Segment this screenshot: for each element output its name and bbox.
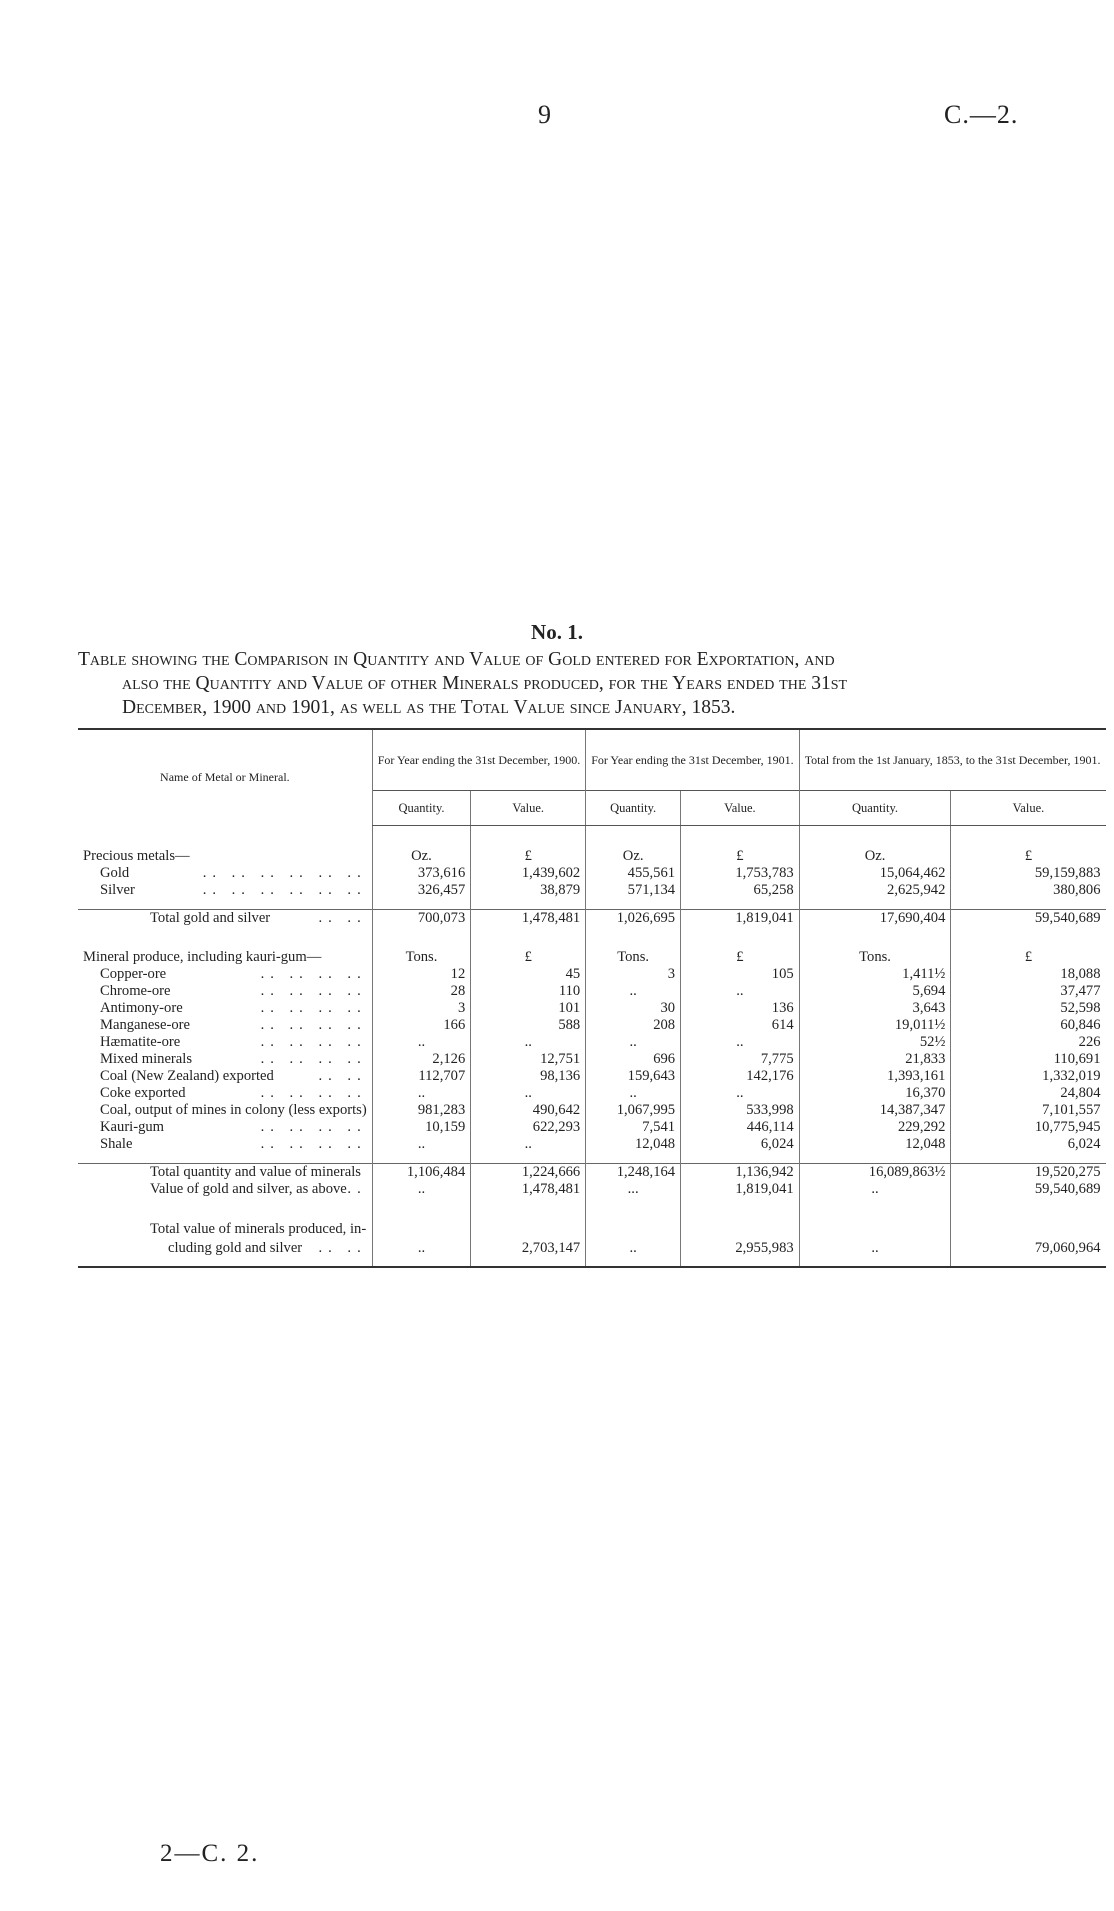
table-row: Mixed minerals .. .. .. .. 2,126 12,751 696 7,775 21,833 110,691	[78, 1051, 1106, 1068]
table-cell: 101	[471, 1000, 586, 1017]
table-cell: ..	[799, 1181, 951, 1198]
minerals-table	[78, 728, 1106, 1268]
table-row: Hæmatite-ore .. .. .. .. .. .. .. .. 52½ 226	[78, 1034, 1106, 1051]
table-cell: 21,833	[799, 1051, 951, 1068]
table-cell: 7,541	[586, 1119, 681, 1136]
table-cell: 15,064,462	[799, 865, 951, 882]
table-row: Coal (New Zealand) exported .. .. 112,707 98,136 159,643 142,176 1,393,161 1,332,019	[78, 1068, 1106, 1085]
table-cell: 622,293	[471, 1119, 586, 1136]
caption-line-3: December, 1900 and 1901, as well as the Total Value since January, 1853.	[122, 697, 736, 718]
table-cell: 1,332,019	[951, 1068, 1106, 1085]
table-cell: ..	[586, 1085, 681, 1102]
table-cell: 1,411½	[799, 966, 951, 983]
table-cell: 38,879	[471, 882, 586, 899]
table-cell: 1,439,602	[471, 865, 586, 882]
table-cell: 7,101,557	[951, 1102, 1106, 1119]
table-cell: 2,625,942	[799, 882, 951, 899]
unit-label: Tons.	[586, 949, 681, 966]
table-cell: ..	[471, 1136, 586, 1153]
table-cell: 45	[471, 966, 586, 983]
row-label: Silver	[100, 882, 135, 898]
table-cell: 19,011½	[799, 1017, 951, 1034]
page-reference: C.—2.	[944, 100, 1019, 129]
table-cell: 136	[681, 1000, 800, 1017]
table-cell: ..	[471, 1085, 586, 1102]
row-label: Hæmatite-ore	[100, 1034, 181, 1050]
table-cell: 1,067,995	[586, 1102, 681, 1119]
table-cell: 110	[471, 983, 586, 1000]
table-cell: 16,089,863½	[799, 1164, 951, 1182]
table-cell: ..	[372, 1220, 471, 1258]
group-header-1900: For Year ending the 31st December, 1900.	[372, 729, 585, 791]
table-cell: 110,691	[951, 1051, 1106, 1068]
table-cell: 112,707	[372, 1068, 471, 1085]
table-cell: 2,703,147	[471, 1220, 586, 1258]
row-label: Total gold and silver	[150, 910, 271, 926]
row-label: Copper-ore	[100, 966, 167, 982]
table-cell: 3,643	[799, 1000, 951, 1017]
table-cell: 166	[372, 1017, 471, 1034]
table-cell: ..	[372, 1085, 471, 1102]
table-row	[78, 949, 1106, 966]
table-cell: 588	[471, 1017, 586, 1034]
table-cell: 571,134	[586, 882, 681, 899]
table-cell: 1,478,481	[471, 1181, 586, 1198]
table-cell: 3	[372, 1000, 471, 1017]
group-header-1901: For Year ending the 31st December, 1901.	[586, 729, 799, 791]
table-cell: 226	[951, 1034, 1106, 1051]
table-cell: 52,598	[951, 1000, 1106, 1017]
table-cell: 6,024	[951, 1136, 1106, 1153]
row-label: Shale	[100, 1136, 133, 1152]
row-label: Kauri-gum	[100, 1119, 165, 1135]
table-cell: 7,775	[681, 1051, 800, 1068]
table-cell: ..	[586, 1034, 681, 1051]
table-cell: 614	[681, 1017, 800, 1034]
unit-label: £	[951, 848, 1106, 865]
table-cell: 1,819,041	[681, 1181, 800, 1198]
group-header-total: Total from the 1st January, 1853, to the 31st December, 1901.	[799, 729, 1105, 791]
table-cell: 380,806	[951, 882, 1106, 899]
row-label: Antimony-ore	[100, 1000, 183, 1016]
table-cell: 52½	[799, 1034, 951, 1051]
value-header: Value.	[471, 791, 586, 826]
table-row: Silver .. .. .. .. .. .. 326,457 38,879 571,134 65,258 2,625,942 380,806	[78, 882, 1106, 899]
table-cell: 3	[586, 966, 681, 983]
caption-line-2: also the Quantity and Value of other Minerals produced, for the Years ended the 31st	[122, 673, 848, 694]
table-cell: ..	[586, 1220, 681, 1258]
row-label: Total quantity and value of minerals	[78, 1164, 372, 1182]
table-cell: ..	[586, 983, 681, 1000]
unit-label: Tons.	[372, 949, 471, 966]
table-cell: 16,370	[799, 1085, 951, 1102]
table-cell: 105	[681, 966, 800, 983]
table-cell: ..	[372, 1034, 471, 1051]
table-cell: 37,477	[951, 983, 1106, 1000]
total-row: Total gold and silver .. .. 700,073 1,478,481 1,026,695 1,819,041 17,690,404 59,540,689	[78, 910, 1106, 928]
table-row: Antimony-ore .. .. .. .. 3 101 30 136 3,643 52,598	[78, 1000, 1106, 1017]
unit-label: Oz.	[586, 848, 681, 865]
table-cell: 1,753,783	[681, 865, 800, 882]
table-cell: 229,292	[799, 1119, 951, 1136]
table-cell: 1,136,942	[681, 1164, 800, 1182]
table-cell: ..	[799, 1220, 951, 1258]
unit-label: £	[951, 949, 1106, 966]
table-row: Manganese-ore .. .. .. .. 166 588 208 614 19,011½ 60,846	[78, 1017, 1106, 1034]
table-cell: 30	[586, 1000, 681, 1017]
table-cell: 159,643	[586, 1068, 681, 1085]
table-cell: 24,804	[951, 1085, 1106, 1102]
table-cell: 59,159,883	[951, 865, 1106, 882]
table-cell: 12	[372, 966, 471, 983]
table-row	[78, 1102, 1106, 1119]
table-row: Kauri-gum .. .. .. .. 10,159 622,293 7,541 446,114 229,292 10,775,945	[78, 1119, 1106, 1136]
unit-label: £	[471, 949, 586, 966]
table-cell: 60,846	[951, 1017, 1106, 1034]
table-cell: 1,248,164	[586, 1164, 681, 1182]
table-cell: 1,026,695	[586, 910, 681, 928]
table-cell: 981,283	[372, 1102, 471, 1119]
table-cell: ..	[372, 1136, 471, 1153]
name-column-header: Name of Metal or Mineral.	[78, 729, 372, 826]
table-cell: 5,694	[799, 983, 951, 1000]
table-cell: 490,642	[471, 1102, 586, 1119]
row-label: Coal (New Zealand) exported	[100, 1068, 274, 1084]
table-cell: ..	[471, 1034, 586, 1051]
unit-label: £	[681, 949, 800, 966]
table-cell: 28	[372, 983, 471, 1000]
table-cell: ...	[586, 1181, 681, 1198]
table-cell: ..	[681, 1034, 800, 1051]
unit-label: Oz.	[799, 848, 951, 865]
row-label: Coke exported	[100, 1085, 186, 1101]
table-cell: 1,106,484	[372, 1164, 471, 1182]
table-cell: 2,955,983	[681, 1220, 800, 1258]
table-cell: 2,126	[372, 1051, 471, 1068]
table-cell: 696	[586, 1051, 681, 1068]
table-cell: 19,520,275	[951, 1164, 1106, 1182]
table-cell: 1,224,666	[471, 1164, 586, 1182]
quantity-header: Quantity.	[799, 791, 951, 826]
row-label: cluding gold and silver	[168, 1240, 303, 1256]
unit-label: £	[471, 848, 586, 865]
table-cell: 59,540,689	[951, 910, 1106, 928]
table-row: Copper-ore .. .. .. .. 12 45 3 105 1,411½ 18,088	[78, 966, 1106, 983]
table-caption	[78, 648, 1022, 720]
unit-label: Oz.	[372, 848, 471, 865]
table-cell: 533,998	[681, 1102, 800, 1119]
table-cell: 10,775,945	[951, 1119, 1106, 1136]
table-cell: 142,176	[681, 1068, 800, 1085]
grand-total-row: Total value of minerals produced, in- cluding gold and silver .. .. .. 2,703,147 .. 2,955,983 .. 79,060,964	[78, 1220, 1106, 1258]
row-label: Mixed minerals	[100, 1051, 193, 1067]
table-row: Chrome-ore .. .. .. .. 28 110 .. .. 5,694 37,477	[78, 983, 1106, 1000]
page-number: 9	[538, 100, 551, 129]
value-header: Value.	[951, 791, 1106, 826]
value-header: Value.	[681, 791, 800, 826]
table-cell: 1,393,161	[799, 1068, 951, 1085]
table-cell: 326,457	[372, 882, 471, 899]
table-cell: 12,751	[471, 1051, 586, 1068]
row-label: Chrome-ore	[100, 983, 171, 999]
table-cell: 65,258	[681, 882, 800, 899]
table-cell: 18,088	[951, 966, 1106, 983]
table-cell: 373,616	[372, 865, 471, 882]
table-row	[78, 848, 1106, 865]
footer-reference: 2—C. 2.	[160, 1840, 260, 1867]
total-row	[78, 1164, 1106, 1182]
quantity-header: Quantity.	[372, 791, 471, 826]
quantity-header: Quantity.	[586, 791, 681, 826]
table-cell: 14,387,347	[799, 1102, 951, 1119]
table-cell: 208	[586, 1017, 681, 1034]
row-label: Gold	[100, 865, 130, 881]
row-label: Coal, output of mines in colony (less exports)	[100, 1102, 367, 1118]
row-label: Manganese-ore	[100, 1017, 190, 1033]
row-label: Total value of minerals produced, in-	[150, 1221, 367, 1237]
unit-label: Tons.	[799, 949, 951, 966]
table-cell: 98,136	[471, 1068, 586, 1085]
table-cell: ..	[681, 983, 800, 1000]
table-cell: 700,073	[372, 910, 471, 928]
table-row: Shale .. .. .. .. .. .. 12,048 6,024 12,048 6,024	[78, 1136, 1106, 1153]
table-cell: 12,048	[799, 1136, 951, 1153]
table-cell: ..	[372, 1181, 471, 1198]
unit-label: £	[681, 848, 800, 865]
table-cell: 1,478,481	[471, 910, 586, 928]
table-cell: 10,159	[372, 1119, 471, 1136]
table-cell: 6,024	[681, 1136, 800, 1153]
table-cell: 17,690,404	[799, 910, 951, 928]
table-cell: ..	[681, 1085, 800, 1102]
section-heading: Mineral produce, including kauri-gum—	[83, 949, 322, 965]
table-number: No. 1.	[531, 620, 583, 644]
table-cell: 12,048	[586, 1136, 681, 1153]
table-cell: 1,819,041	[681, 910, 800, 928]
table-row: Coke exported .. .. .. .. .. .. .. .. 16,370 24,804	[78, 1085, 1106, 1102]
caption-line-1: Table showing the Comparison in Quantity and Value of Gold entered for Exportation, and	[78, 649, 835, 670]
table-cell: 455,561	[586, 865, 681, 882]
table-row: Gold .. .. .. .. .. .. 373,616 1,439,602 455,561 1,753,783 15,064,462 59,159,883	[78, 865, 1106, 882]
section-heading: Precious metals—	[83, 848, 190, 864]
row-label: Value of gold and silver, as above	[150, 1181, 347, 1197]
table-row: Value of gold and silver, as above .. .. 1,478,481 ... 1,819,041 .. 59,540,689	[78, 1181, 1106, 1198]
table-cell: 446,114	[681, 1119, 800, 1136]
table-cell: 59,540,689	[951, 1181, 1106, 1198]
table-cell: 79,060,964	[951, 1220, 1106, 1258]
